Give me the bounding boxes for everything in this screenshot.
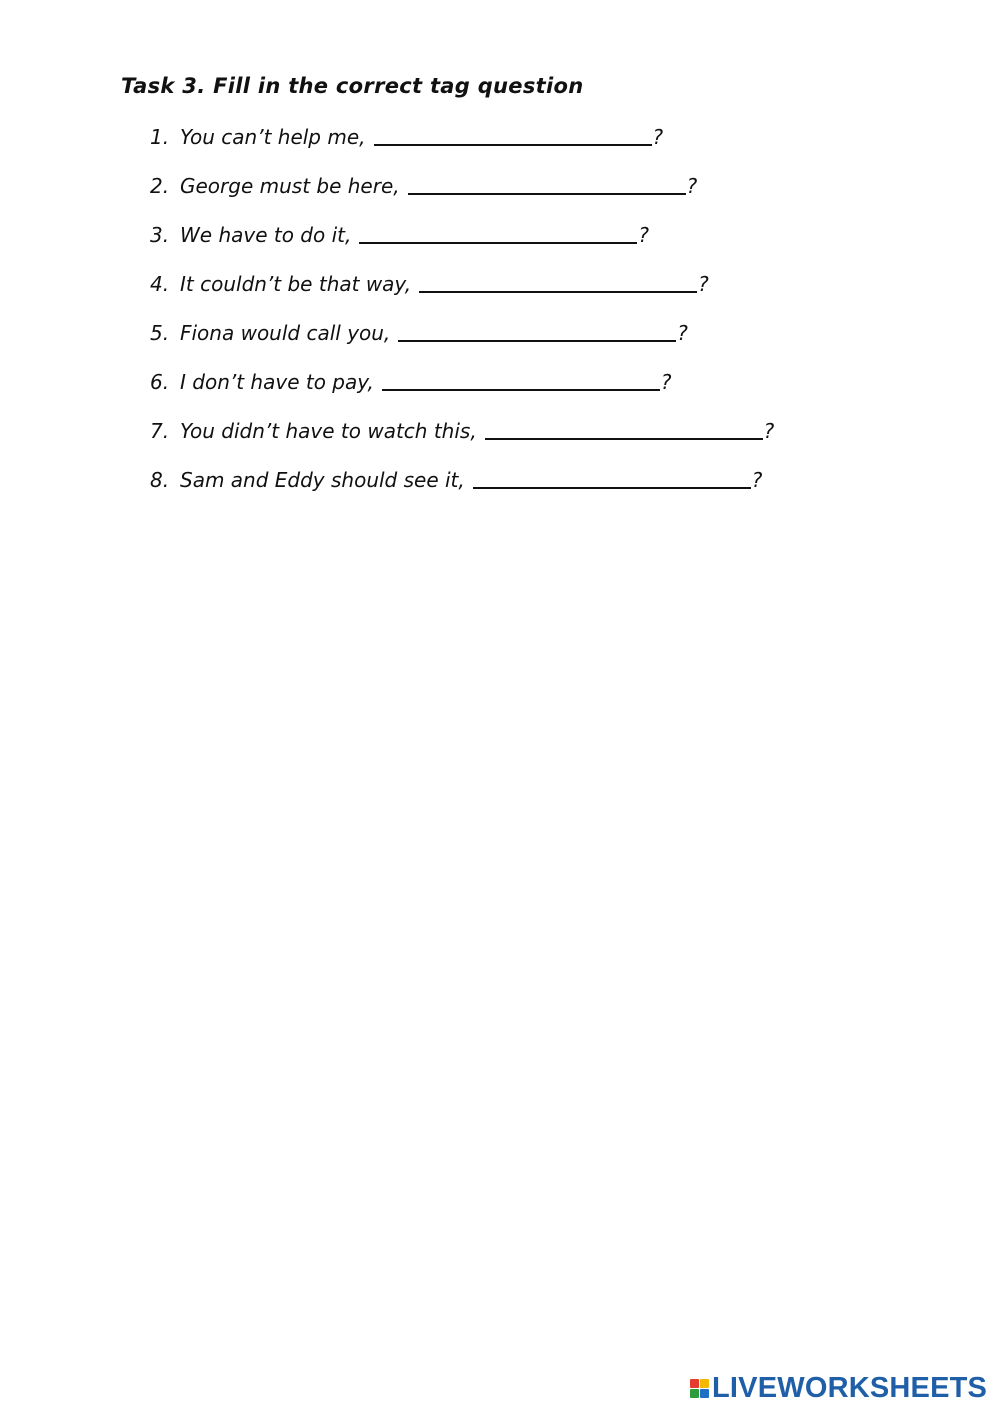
question-mark: ? xyxy=(763,419,775,443)
question-text: You didn’t have to watch this, xyxy=(180,419,477,443)
logo-square-yellow xyxy=(700,1379,709,1388)
question-mark: ? xyxy=(677,321,688,345)
question-number: 6. xyxy=(150,370,170,394)
question-item xyxy=(150,465,774,514)
question-text: Fiona would call you, xyxy=(180,321,391,345)
brand-name: LIVEWORKSHEETS xyxy=(712,1372,988,1404)
question-item xyxy=(150,220,774,269)
answer-input-6[interactable] xyxy=(382,367,660,391)
question-list xyxy=(150,122,774,514)
question-item xyxy=(150,318,774,367)
task-title: Task 3. Fill in the correct tag question xyxy=(121,74,584,98)
question-number: 7. xyxy=(150,419,170,443)
question-number: 2. xyxy=(150,174,170,198)
answer-input-3[interactable] xyxy=(359,220,637,244)
question-number: 1. xyxy=(150,125,170,149)
question-mark: ? xyxy=(652,125,664,149)
logo-square-green xyxy=(690,1389,699,1398)
question-item xyxy=(150,269,774,318)
question-text: I don’t have to pay, xyxy=(180,370,374,394)
answer-input-2[interactable] xyxy=(408,171,686,195)
liveworksheets-logo-icon xyxy=(690,1379,709,1398)
question-mark: ? xyxy=(686,174,698,198)
question-text: We have to do it, xyxy=(180,223,352,247)
question-number: 4. xyxy=(150,272,170,296)
answer-input-7[interactable] xyxy=(485,416,763,440)
question-mark: ? xyxy=(638,223,649,247)
question-number: 3. xyxy=(150,223,170,247)
answer-input-8[interactable] xyxy=(473,465,751,489)
question-mark: ? xyxy=(660,370,672,394)
question-text: Sam and Eddy should see it, xyxy=(180,468,465,492)
logo-square-blue xyxy=(700,1389,709,1398)
question-text: You can’t help me, xyxy=(180,125,366,149)
question-item xyxy=(150,122,774,171)
question-number: 8. xyxy=(150,468,170,492)
logo-square-red xyxy=(690,1379,699,1388)
answer-input-5[interactable] xyxy=(398,318,676,342)
question-text: George must be here, xyxy=(180,174,400,198)
question-mark: ? xyxy=(751,468,763,492)
answer-input-1[interactable] xyxy=(374,122,652,146)
question-mark: ? xyxy=(698,272,709,296)
question-item xyxy=(150,171,774,220)
liveworksheets-logo xyxy=(690,1374,987,1403)
question-number: 5. xyxy=(150,321,170,345)
question-item xyxy=(150,367,774,416)
answer-input-4[interactable] xyxy=(419,269,697,293)
question-item xyxy=(150,416,774,465)
question-text: It couldn’t be that way, xyxy=(180,272,412,296)
